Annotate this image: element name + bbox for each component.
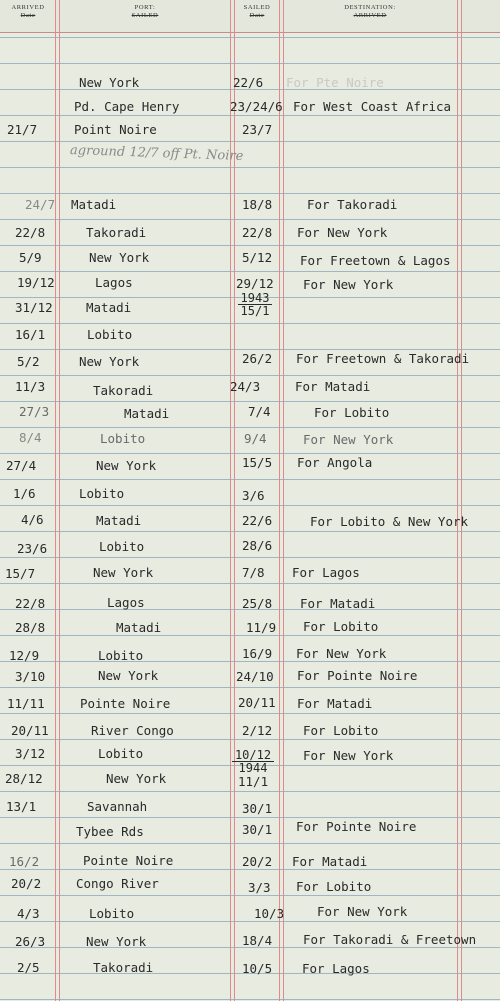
- port-cell: Pointe Noire: [83, 853, 174, 868]
- port-cell: Lobito: [99, 539, 145, 554]
- arrived-cell: 4/3: [17, 906, 40, 921]
- destination-cell: For Lagos: [292, 565, 360, 580]
- arrived-cell: 31/12: [15, 300, 53, 315]
- destination-cell: For Lagos: [302, 961, 370, 976]
- sailed-cell-with-year: [232, 749, 274, 774]
- sailed-cell: 3/3: [248, 880, 271, 895]
- destination-cell: For Matadi: [300, 596, 376, 611]
- port-cell: Matadi: [86, 300, 132, 315]
- destination-cell: For Lobito: [296, 879, 372, 894]
- destination-cell: For Pointe Noire: [297, 668, 418, 683]
- sailed-cell: 30/1: [242, 801, 273, 816]
- arrived-cell: 8/4: [19, 430, 42, 445]
- sailed-cell: 25/8: [242, 596, 273, 611]
- sailed-cell: 2/12: [242, 723, 273, 738]
- arrived-cell: 11/3: [15, 379, 46, 394]
- sailed-cell: 7/4: [248, 404, 271, 419]
- arrived-cell: 3/12: [15, 746, 46, 761]
- arrived-cell: 16/1: [15, 327, 46, 342]
- sailed-cell: 15/5: [242, 455, 273, 470]
- arrived-cell: 5/9: [19, 250, 42, 265]
- destination-cell: For Takoradi & Freetown: [303, 932, 477, 947]
- port-cell: Lagos: [95, 275, 133, 290]
- handwritten-note: aground 12/7 off Pt. Noire: [69, 142, 244, 165]
- destination-cell: For Takoradi: [307, 197, 398, 212]
- header-port-sub: SAILED: [131, 12, 159, 19]
- arrived-cell: 26/3: [15, 934, 46, 949]
- destination-cell: For Freetown & Lagos: [300, 253, 451, 268]
- arrived-cell: 28/12: [5, 771, 43, 786]
- port-cell: Takoradi: [86, 225, 147, 240]
- destination-cell: For New York: [297, 225, 388, 240]
- column-rule: [279, 0, 280, 1001]
- destination-cell: For Pte Noire: [286, 75, 384, 90]
- arrived-cell: 21/7: [7, 122, 38, 137]
- port-cell: New York: [79, 75, 140, 90]
- sailed-cell: 20/11: [238, 695, 276, 710]
- sailed-cell: 30/1: [242, 822, 273, 837]
- port-cell: Pd. Cape Henry: [74, 99, 180, 114]
- sailed-cell: 9/4: [244, 431, 267, 446]
- header-destination-sub: ARRIVED: [353, 12, 387, 19]
- arrived-cell: 1/6: [13, 486, 36, 501]
- port-cell: Savannah: [87, 799, 148, 814]
- destination-cell: For Lobito: [303, 723, 379, 738]
- sailed-cell: 22/8: [242, 225, 273, 240]
- destination-cell: For New York: [317, 904, 408, 919]
- sailed-cell: 10/12: [232, 749, 274, 762]
- destination-cell: For Matadi: [295, 379, 371, 394]
- sailed-cell: 5/12: [242, 250, 273, 265]
- port-cell: New York: [93, 565, 154, 580]
- port-cell: Lagos: [107, 595, 145, 610]
- sailed-cell: 28/6: [242, 538, 273, 553]
- sailed-cell: 10/3: [254, 906, 285, 921]
- port-cell: Lobito: [87, 327, 133, 342]
- port-cell: New York: [79, 354, 140, 369]
- destination-cell: For New York: [303, 748, 394, 763]
- arrived-cell: 4/6: [21, 512, 44, 527]
- arrived-cell: 2/5: [17, 960, 40, 975]
- port-cell: Matadi: [71, 197, 117, 212]
- column-rule: [283, 0, 284, 1001]
- header-arrived-title: ARRIVED: [11, 4, 45, 11]
- header-sailed-sub: Date: [249, 12, 265, 19]
- destination-cell: For Lobito & New York: [310, 514, 469, 529]
- port-cell: New York: [106, 771, 167, 786]
- arrived-cell: 5/2: [17, 354, 40, 369]
- arrived-cell: 22/8: [15, 596, 46, 611]
- arrived-cell: 24/7: [25, 197, 56, 212]
- sailed-cell: 11/9: [246, 620, 277, 635]
- arrived-cell: 11/11: [7, 696, 45, 711]
- sailed-cell-with-year: [238, 292, 272, 317]
- arrived-cell: 20/11: [11, 723, 49, 738]
- year-mark: 1943: [238, 292, 272, 305]
- header-sailed-title: SAILED: [243, 4, 271, 11]
- header-divider: [0, 32, 500, 33]
- sailed-cell: 3/6: [242, 488, 265, 503]
- arrived-cell: 20/2: [11, 876, 42, 891]
- destination-cell: For New York: [303, 432, 394, 447]
- port-cell: Point Noire: [74, 122, 157, 137]
- port-cell: Tybee Rds: [76, 824, 144, 839]
- header-arrived: [2, 4, 54, 20]
- column-rule: [55, 0, 56, 1001]
- header-port-title: PORT:: [134, 4, 156, 11]
- sailed-cell: 15/1: [240, 304, 270, 318]
- sailed-cell: 24/10: [236, 669, 274, 684]
- arrived-cell: 16/2: [9, 854, 40, 869]
- port-cell: New York: [86, 934, 147, 949]
- destination-cell: For West Coast Africa: [293, 99, 452, 114]
- destination-cell: For New York: [303, 277, 394, 292]
- port-cell: Matadi: [124, 406, 170, 421]
- port-cell: Takoradi: [93, 383, 154, 398]
- sailed-cell: 20/2: [242, 854, 273, 869]
- arrived-cell: 15/7: [5, 566, 36, 581]
- port-cell: Matadi: [96, 513, 142, 528]
- destination-cell: For Matadi: [292, 854, 368, 869]
- port-cell: Lobito: [89, 906, 135, 921]
- port-cell: Lobito: [98, 648, 144, 663]
- port-cell: Congo River: [76, 876, 159, 891]
- port-cell: New York: [98, 668, 159, 683]
- destination-cell: For Matadi: [297, 696, 373, 711]
- header-sailed: [235, 4, 279, 20]
- sailed-cell: 18/4: [242, 933, 273, 948]
- destination-cell: For Angola: [297, 455, 373, 470]
- port-cell: River Congo: [91, 723, 174, 738]
- sailed-cell: 16/9: [242, 646, 273, 661]
- sailed-cell: 26/2: [242, 351, 273, 366]
- sailed-cell: 22/6: [242, 513, 273, 528]
- sailed-cell: 11/1: [238, 774, 269, 789]
- destination-cell: For Lobito: [314, 405, 390, 420]
- year-mark: 1944: [238, 761, 268, 775]
- column-rule: [461, 0, 462, 1001]
- destination-cell: For Freetown & Takoradi: [296, 351, 470, 366]
- port-cell: Lobito: [98, 746, 144, 761]
- header-destination: [284, 4, 456, 20]
- header-destination-title: DESTINATION:: [344, 4, 396, 11]
- arrived-cell: 13/1: [6, 799, 37, 814]
- sailed-cell: 29/12: [236, 276, 274, 291]
- sailed-cell: 23/24/6: [230, 99, 283, 114]
- column-rule: [457, 0, 458, 1001]
- arrived-cell: 28/8: [15, 620, 46, 635]
- destination-cell: For New York: [296, 646, 387, 661]
- sailed-cell: 10/5: [242, 961, 273, 976]
- header-port: [60, 4, 230, 20]
- arrived-cell: 22/8: [15, 225, 46, 240]
- port-cell: Takoradi: [93, 960, 154, 975]
- sailed-cell: 18/8: [242, 197, 273, 212]
- port-cell: Lobito: [79, 486, 125, 501]
- sailed-cell: 23/7: [242, 122, 273, 137]
- port-cell: Pointe Noire: [80, 696, 171, 711]
- sailed-cell: 24/3: [230, 379, 261, 394]
- port-cell: Lobito: [100, 431, 146, 446]
- destination-cell: For Pointe Noire: [296, 819, 417, 834]
- arrived-cell: 27/4: [6, 458, 37, 473]
- port-cell: New York: [96, 458, 157, 473]
- port-cell: New York: [89, 250, 150, 265]
- sailed-cell: 22/6: [233, 75, 264, 90]
- arrived-cell: 3/10: [15, 669, 46, 684]
- arrived-cell: 23/6: [17, 541, 48, 556]
- arrived-cell: 19/12: [17, 275, 55, 290]
- column-rule: [59, 0, 60, 1001]
- port-cell: Matadi: [116, 620, 162, 635]
- arrived-cell: 27/3: [19, 404, 50, 419]
- arrived-cell: 12/9: [9, 648, 40, 663]
- sailed-cell: 7/8: [242, 565, 265, 580]
- header-arrived-sub: Date: [20, 12, 36, 19]
- destination-cell: For Lobito: [303, 619, 379, 634]
